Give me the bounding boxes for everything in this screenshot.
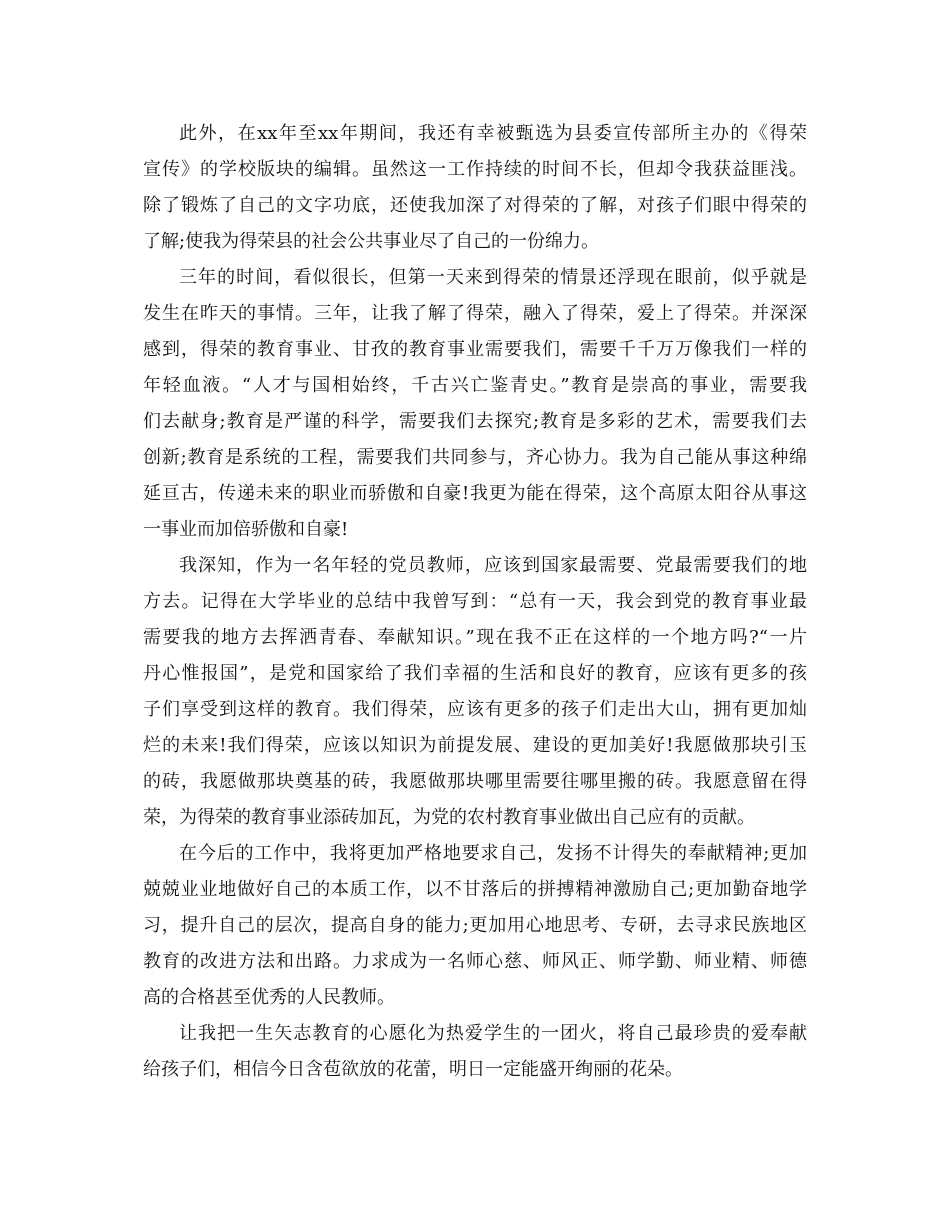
text-line: 习，提升自己的层次，提高自身的能力;更加用心地思考、专研，去寻求民族地区 <box>143 915 807 936</box>
text-line: 了解;使我为得荣县的社会公共事业尽了自己的一份绵力。 <box>143 231 600 252</box>
text-line: 发生在昨天的事情。三年，让我了解了得荣，融入了得荣，爱上了得荣。并深深 <box>143 303 807 324</box>
text-line: 给孩子们，相信今日含苞欲放的花蕾，明日一定能盛开绚丽的花朵。 <box>143 1059 683 1080</box>
text-line: 们去献身;教育是严谨的科学，需要我们去探究;教育是多彩的艺术，需要我们去 <box>143 411 807 432</box>
text-line: 高的合格甚至优秀的人民教师。 <box>143 987 395 1008</box>
text-line: 感到，得荣的教育事业、甘孜的教育事业需要我们，需要千千万万像我们一样的 <box>143 339 807 360</box>
document-body <box>143 116 807 1088</box>
text-line: 一事业而加倍骄傲和自豪! <box>143 519 349 540</box>
text-line: 年轻血液。“人才与国相始终，千古兴亡鉴青史。”教育是崇高的事业，需要我 <box>143 375 807 396</box>
text-line: 我深知，作为一名年轻的党员教师，应该到国家最需要、党最需要我们的地 <box>179 555 807 576</box>
text-line: 教育的改进方法和出路。力求成为一名师心慈、师风正、师学勤、师业精、师德 <box>143 951 807 972</box>
text-line: 丹心惟报国”，是党和国家给了我们幸福的生活和良好的教育，应该有更多的孩 <box>143 663 807 684</box>
paragraph <box>143 548 807 836</box>
text-line: 需要我的地方去挥洒青春、奉献知识。”现在我不正在这样的一个地方吗?“一片 <box>143 627 807 648</box>
text-line: 创新;教育是系统的工程，需要我们共同参与，齐心协力。我为自己能从事这种绵 <box>143 447 807 468</box>
text-line: 烂的未来!我们得荣，应该以知识为前提发展、建设的更加美好!我愿做那块引玉 <box>143 735 807 756</box>
text-line: 的砖，我愿做那块奠基的砖，我愿做那块哪里需要往哪里搬的砖。我愿意留在得 <box>143 771 807 792</box>
text-line: 除了锻炼了自己的文字功底，还使我加深了对得荣的了解，对孩子们眼中得荣的 <box>143 195 807 216</box>
text-line: 宣传》的学校版块的编辑。虽然这一工作持续的时间不长，但却令我获益匪浅。 <box>143 159 807 180</box>
text-line: 让我把一生矢志教育的心愿化为热爱学生的一团火，将自己最珍贵的爱奉献 <box>179 1023 807 1044</box>
text-line: 此外，在xx年至xx年期间，我还有幸被甄选为县委宣传部所主办的《得荣 <box>179 123 807 144</box>
text-line: 在今后的工作中，我将更加严格地要求自己，发扬不计得失的奉献精神;更加 <box>179 843 807 864</box>
paragraph <box>143 260 807 548</box>
paragraph <box>143 1016 807 1088</box>
text-line: 子们享受到这样的教育。我们得荣，应该有更多的孩子们走出大山，拥有更加灿 <box>143 699 807 720</box>
text-line: 兢兢业业地做好自己的本质工作，以不甘落后的拼搏精神激励自己;更加勤奋地学 <box>143 879 807 900</box>
paragraph <box>143 836 807 1016</box>
text-line: 三年的时间，看似很长，但第一天来到得荣的情景还浮现在眼前，似乎就是 <box>179 267 807 288</box>
text-line: 方去。记得在大学毕业的总结中我曾写到：“总有一天，我会到党的教育事业最 <box>143 591 807 612</box>
text-line: 延亘古，传递未来的职业而骄傲和自豪!我更为能在得荣，这个高原太阳谷从事这 <box>143 483 807 504</box>
paragraph <box>143 116 807 260</box>
text-line: 荣，为得荣的教育事业添砖加瓦，为党的农村教育事业做出自己应有的贡献。 <box>143 807 755 828</box>
